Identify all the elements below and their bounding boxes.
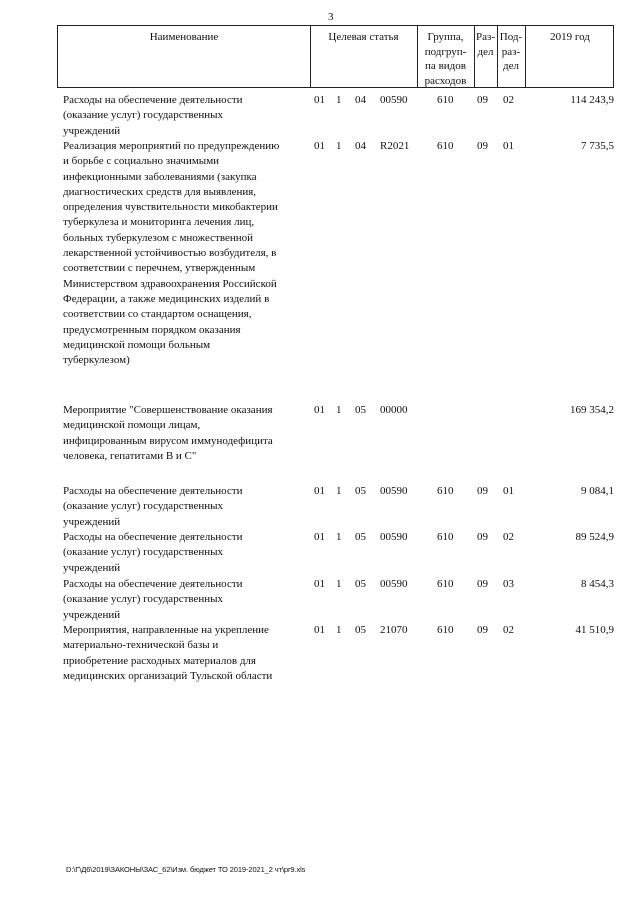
row-name: Расходы на обеспечение деятельности (оказание услуг) государственных учреждений — [63, 94, 243, 137]
cell-c2: 1 — [336, 531, 342, 543]
cell-group: 610 — [437, 578, 454, 590]
cell-c3: 05 — [355, 578, 366, 590]
cell-section: 09 — [477, 94, 488, 106]
cell-c1: 01 — [314, 404, 325, 416]
cell-c3: 05 — [355, 485, 366, 497]
cell-section: 09 — [477, 531, 488, 543]
row-name: Расходы на обеспечение деятельности (оказание услуг) государственных учреждений — [63, 578, 243, 621]
header-subsection: Под- раз- дел — [499, 31, 523, 72]
cell-group: 610 — [437, 624, 454, 636]
cell-section: 09 — [477, 578, 488, 590]
cell-subsection: 01 — [503, 485, 514, 497]
cell-subsection: 02 — [503, 94, 514, 106]
cell-c4: 00000 — [380, 404, 408, 416]
cell-c2: 1 — [336, 624, 342, 636]
cell-subsection: 02 — [503, 624, 514, 636]
cell-c2: 1 — [336, 404, 342, 416]
cell-section: 09 — [477, 140, 488, 152]
cell-amount-2019: 7 735,5 — [581, 140, 614, 152]
row-name: Расходы на обеспечение деятельности (оказание услуг) государственных учреждений — [63, 531, 243, 574]
cell-c4: 00590 — [380, 531, 408, 543]
cell-c3: 04 — [355, 94, 366, 106]
cell-group: 610 — [437, 485, 454, 497]
cell-c4: R2021 — [380, 140, 410, 152]
row-name: Мероприятие "Совершенствование оказания медицинской помощи лицам, инфицированным вирусом иммунодефицита человека, гепатитами В и С" — [63, 404, 273, 462]
table-header — [57, 25, 614, 88]
cell-c3: 05 — [355, 404, 366, 416]
cell-group: 610 — [437, 531, 454, 543]
header-name: Наименование — [149, 31, 219, 43]
cell-section: 09 — [477, 485, 488, 497]
cell-c3: 05 — [355, 624, 366, 636]
cell-c4: 00590 — [380, 578, 408, 590]
cell-c1: 01 — [314, 578, 325, 590]
cell-c4: 00590 — [380, 94, 408, 106]
cell-amount-2019: 8 454,3 — [581, 578, 614, 590]
header-year: 2019 год — [550, 31, 590, 43]
cell-subsection: 01 — [503, 140, 514, 152]
cell-group: 610 — [437, 94, 454, 106]
cell-amount-2019: 89 524,9 — [575, 531, 614, 543]
header-section: Раз- дел — [475, 31, 495, 58]
cell-c3: 04 — [355, 140, 366, 152]
cell-amount-2019: 169 354,2 — [570, 404, 614, 416]
cell-c1: 01 — [314, 140, 325, 152]
cell-c2: 1 — [336, 578, 342, 590]
cell-c1: 01 — [314, 624, 325, 636]
cell-c2: 1 — [336, 140, 342, 152]
cell-amount-2019: 41 510,9 — [575, 624, 614, 636]
row-name: Мероприятия, направленные на укрепление материально-технической базы и приобретение расходных материалов для медицинских организаций Тульской области — [63, 624, 273, 682]
header-expense-group: Группа, подгруп- па видов расходов — [424, 31, 467, 87]
cell-amount-2019: 9 084,1 — [581, 485, 614, 497]
header-target-article: Целевая статья — [328, 31, 399, 43]
cell-amount-2019: 114 243,9 — [570, 94, 614, 106]
cell-c2: 1 — [336, 94, 342, 106]
cell-subsection: 03 — [503, 578, 514, 590]
file-path-footer: D:\Г\Д6\2019\ЗАКОНЫ\ЗАС_62\Изм. бюджет ТО 2019-2021_2 чт\pr9.xls — [66, 865, 306, 874]
row-name: Реализация мероприятий по предупреждению и борьбе с социально значимыми инфекционными заболеваниями (закупка диагностических средств для выявления, определения чувствительности микобактерии туберкулеза и мониторинга лечения лиц, больных туберкулезом с множественной лекарственной устойчивостью возбудителя, в соответствии с перечнем, утвержденным Министерством здравоохранения Российской Федерации, а также медицинских изделий в соответствии со стандартом оснащения, предусмотренным порядком оказания медицинской помощи больным туберкулезом) — [63, 140, 280, 367]
page-number: 3 — [328, 11, 334, 23]
cell-subsection: 02 — [503, 531, 514, 543]
cell-c2: 1 — [336, 485, 342, 497]
cell-c3: 05 — [355, 531, 366, 543]
cell-c1: 01 — [314, 531, 325, 543]
row-name: Расходы на обеспечение деятельности (оказание услуг) государственных учреждений — [63, 485, 243, 528]
cell-c4: 00590 — [380, 485, 408, 497]
cell-c1: 01 — [314, 94, 325, 106]
cell-c4: 21070 — [380, 624, 408, 636]
cell-c1: 01 — [314, 485, 325, 497]
cell-group: 610 — [437, 140, 454, 152]
cell-section: 09 — [477, 624, 488, 636]
